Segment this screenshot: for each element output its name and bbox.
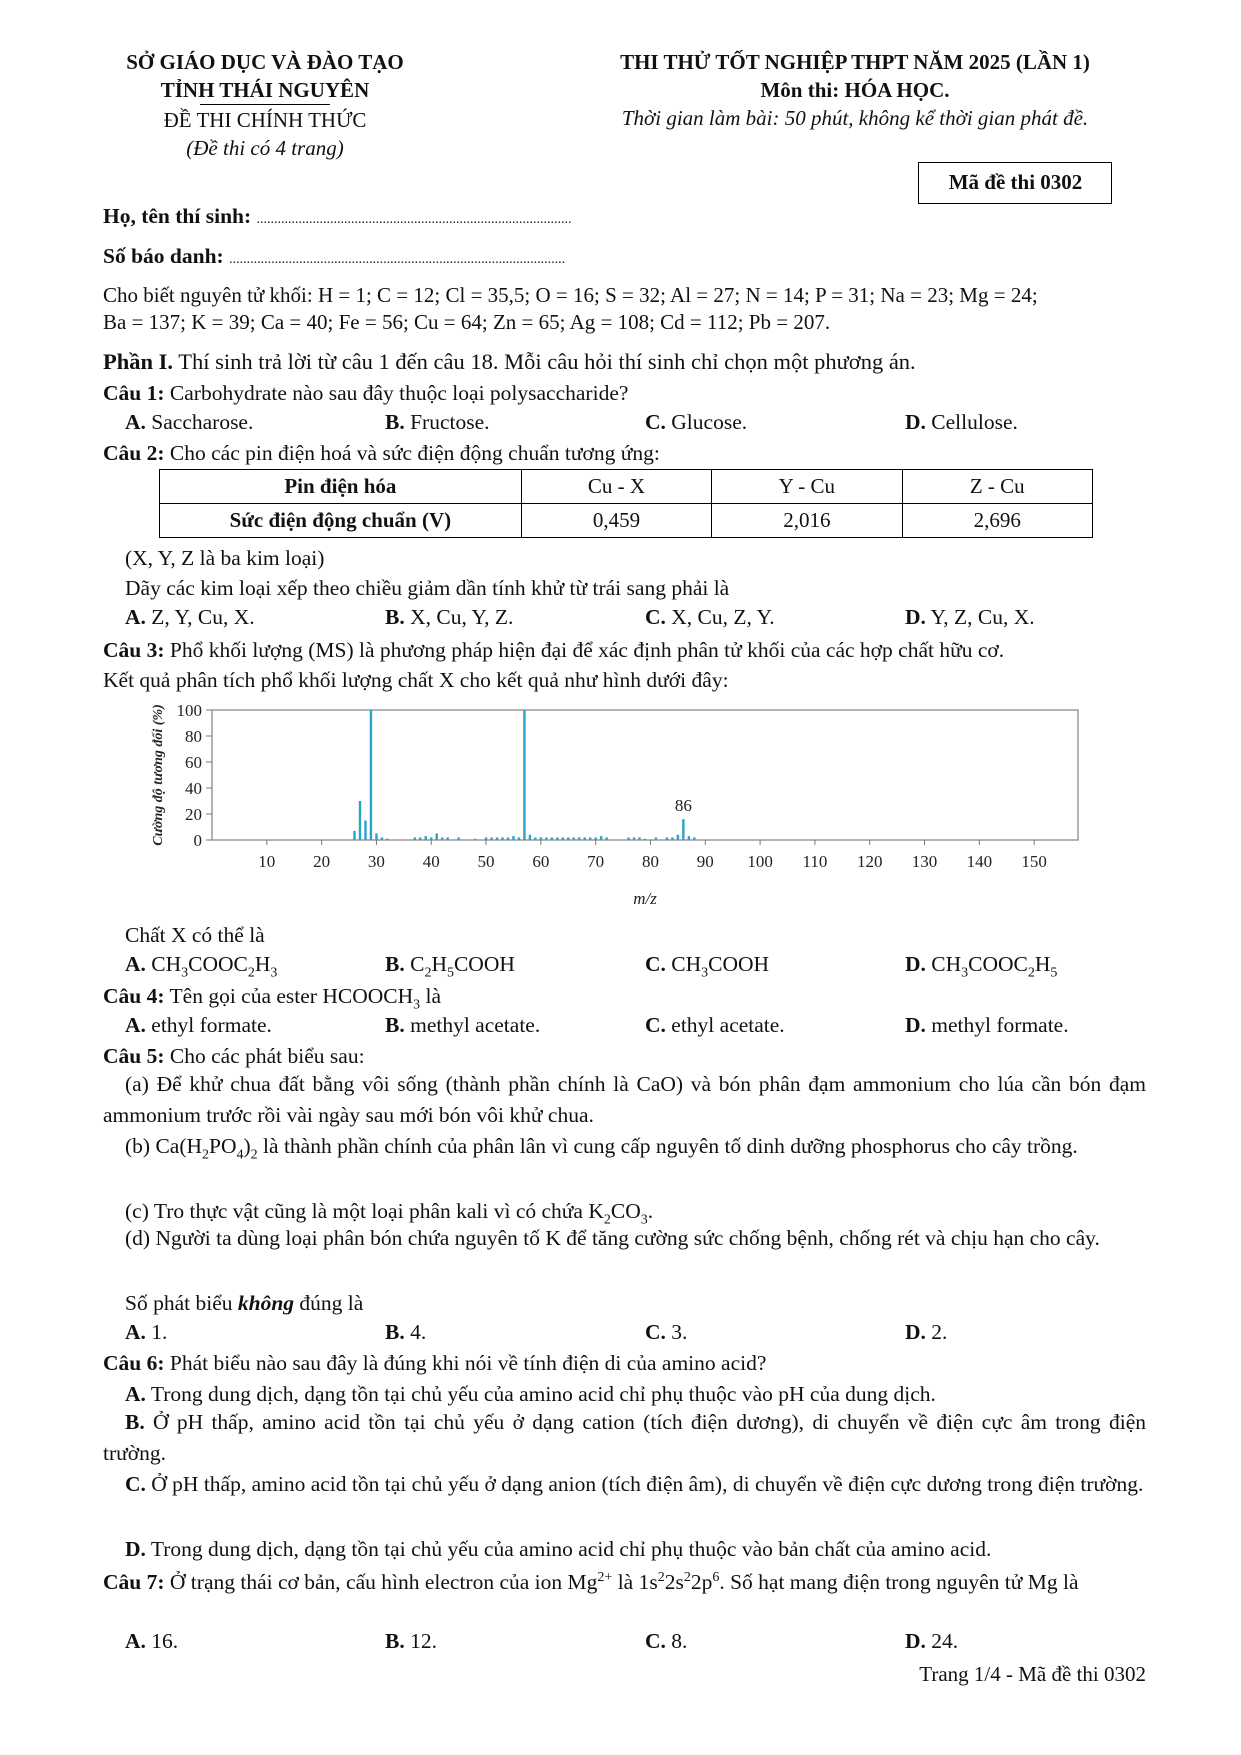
q6-option-c[interactable]: C. Ở pH thấp, amino acid tồn tại chủ yếu ở dạng anion (tích điện âm), di chuyển về điện cực dương trong điện trường. <box>125 1472 1144 1496</box>
q2-text: Cho các pin điện hoá và sức điện động chuẩn tương ứng: <box>164 441 660 465</box>
candidate-id-dots: ................................................................................................ <box>229 252 566 267</box>
q2-option-b[interactable]: B. X, Cu, Y, Z. <box>385 605 514 629</box>
q7-stem: Câu 7: Ở trạng thái cơ bản, cấu hình electron của ion $Mg^{2+}$ là $1s^22s^22p^6$. Số hạt mang điện trong nguyên tử Mg là <box>103 1570 1079 1595</box>
q3-question: Chất X có thể là <box>125 923 265 947</box>
emf-table-cell: Sức điện động chuẩn (V) <box>160 504 522 538</box>
q3-option-a[interactable]: A. $CH_3COOC_2H_3$ <box>125 952 278 981</box>
q4-option-a[interactable]: A. ethyl formate. <box>125 1013 272 1037</box>
q2-option-c[interactable]: C. X, Cu, Z, Y. <box>645 605 775 629</box>
x-tick-label: 20 <box>313 852 331 871</box>
emf-table-cell: 0,459 <box>521 504 711 538</box>
plot-frame <box>212 710 1078 840</box>
q5-question: Số phát biểu không đúng là <box>125 1291 364 1315</box>
q6-option-d[interactable]: D. Trong dung dịch, dạng tồn tại chủ yếu của amino acid chỉ phụ thuộc vào bản chất của amino acid. <box>125 1537 992 1561</box>
x-tick-label: 40 <box>422 852 440 871</box>
province-name: TỈNH THÁI NGUYÊN <box>160 78 370 102</box>
q2-option-d[interactable]: D. Y, Z, Cu, X. <box>905 605 1035 629</box>
x-tick-label: 30 <box>367 852 385 871</box>
q5-option-a[interactable]: A. 1. <box>125 1320 168 1344</box>
y-tick-label: 80 <box>185 727 202 746</box>
q4-option-c[interactable]: C. ethyl acetate. <box>645 1013 785 1037</box>
page-count-note: (Đề thi có 4 trang) <box>186 136 344 160</box>
exam-title: THI THỬ TỐT NGHIỆP THPT NĂM 2025 (LẦN 1) <box>620 50 1090 74</box>
q5-statement-c: (c) Tro thực vật cũng là một loại phân kali vì có chứa $K_2CO_3$. <box>125 1199 654 1228</box>
q3-stem-2: Kết quả phân tích phổ khối lượng chất X cho kết quả như hình dưới đây: <box>103 668 729 692</box>
x-tick-label: 70 <box>587 852 605 871</box>
part1-text: Thí sinh trả lời từ câu 1 đến câu 18. Mỗi câu hỏi thí sinh chỉ chọn một phương án. <box>173 349 916 374</box>
y-tick-label: 60 <box>185 753 202 772</box>
q7-option-d[interactable]: D. 24. <box>905 1629 959 1653</box>
q7-option-b[interactable]: B. 12. <box>385 1629 437 1653</box>
q3-stem <box>103 637 1004 663</box>
q5-option-c[interactable]: C. 3. <box>645 1320 688 1344</box>
emf-table-cell: Z - Cu <box>902 470 1092 504</box>
atomic-mass-line1: Cho biết nguyên tử khối: H = 1; C = 12; Cl = 35,5; O = 16; S = 32; Al = 27; N = 14; P = 31; Na = 23; Mg = 24; <box>103 283 1038 307</box>
q2-stem <box>103 440 660 466</box>
emf-table-row-header <box>160 470 1093 504</box>
x-tick-label: 10 <box>258 852 276 871</box>
q5-statement-a: (a) Để khử chua đất bằng vôi sống (thành phần chính là CaO) và bón phân đạm ammonium cho lúa cần bón đạm ammonium trước rồi vài ngày sau mới bón vôi khử chua. <box>103 1072 1146 1127</box>
header-underline <box>200 104 330 105</box>
q7-label: Câu 7: <box>103 1570 165 1595</box>
q1-option-b[interactable]: B. Fructose. <box>385 410 490 434</box>
part1-label: Phần I. <box>103 349 174 374</box>
candidate-id-field[interactable] <box>103 243 565 273</box>
q3-label: Câu 3: <box>103 638 165 662</box>
x-tick-label: 50 <box>477 852 495 871</box>
candidate-id-label: Số báo danh: <box>103 244 224 268</box>
page-footer: Trang 1/4 - Mã đề thi 0302 <box>919 1662 1146 1686</box>
q2-question: Dãy các kim loại xếp theo chiều giảm dần tính khử từ trái sang phải là <box>125 576 730 600</box>
emf-table-cell: Y - Cu <box>712 470 902 504</box>
x-tick-label: 90 <box>696 852 714 871</box>
q5-statement-b: (b) $Ca(H_2PO_4)_2$ là thành phần chính của phân lân vì cung cấp nguyên tố dinh dưỡng phosphorus cho cây trồng. <box>125 1134 1078 1163</box>
q3-option-c[interactable]: C. $CH_3COOH$ <box>645 952 770 981</box>
q3-text: Phổ khối lượng (MS) là phương pháp hiện đại để xác định phân tử khối của các hợp chất hữu cơ. <box>164 638 1005 662</box>
x-tick-label: 120 <box>856 852 883 871</box>
q6-option-b[interactable]: B. Ở pH thấp, amino acid tồn tại chủ yếu ở dạng cation (tích điện dương), di chuyển về điện cực âm trong điện trường. <box>103 1410 1146 1465</box>
department-name: SỞ GIÁO DỤC VÀ ĐÀO TẠO <box>126 50 404 74</box>
duration-note: Thời gian làm bài: 50 phút, không kể thời gian phát đề. <box>621 106 1089 130</box>
q2-option-a[interactable]: A. Z, Y, Cu, X. <box>125 605 255 629</box>
q2-label: Câu 2: <box>103 441 165 465</box>
q1-option-a[interactable]: A. Saccharose. <box>125 410 254 434</box>
q1-label: Câu 1: <box>103 381 165 405</box>
q7-option-c[interactable]: C. 8. <box>645 1629 688 1653</box>
x-tick-label: 80 <box>641 852 659 871</box>
peak-annotation-86: 86 <box>674 796 692 816</box>
q4-option-b[interactable]: B. methyl acetate. <box>385 1013 541 1037</box>
q1-stem <box>103 380 628 406</box>
official-exam-label: ĐỀ THI CHÍNH THỨC <box>163 108 367 132</box>
q5-stem: Câu 5: Cho các phát biểu sau: <box>103 1044 365 1068</box>
y-tick-label: 20 <box>185 805 202 824</box>
y-tick-label: 40 <box>185 779 202 798</box>
x-tick-label: 100 <box>747 852 773 871</box>
q4-option-d[interactable]: D. methyl formate. <box>905 1013 1069 1037</box>
q1-text: Carbohydrate nào sau đây thuộc loại polysaccharide? <box>164 381 629 405</box>
x-tick-label: 110 <box>802 852 828 871</box>
x-tick-label: 140 <box>966 852 993 871</box>
part1-instruction <box>103 349 916 375</box>
emf-table-cell: Pin điện hóa <box>160 470 522 504</box>
q5-option-d[interactable]: D. 2. <box>905 1320 948 1344</box>
q6-label: Câu 6: <box>103 1351 165 1375</box>
emf-table-row-values <box>160 504 1093 538</box>
q3-option-d[interactable]: D. $CH_3COOC_2H_5$ <box>905 952 1058 981</box>
emf-table-cell: Cu - X <box>521 470 711 504</box>
q4-stem: Câu 4: Tên gọi của ester $HCOOCH_3$ là <box>103 984 442 1013</box>
emf-table-cell: 2,696 <box>902 504 1092 538</box>
y-tick-label: 100 <box>176 701 202 720</box>
subject-title: Môn thi: HÓA HỌC. <box>760 78 950 102</box>
x-tick-label: 60 <box>532 852 550 871</box>
x-tick-label: 130 <box>911 852 938 871</box>
q1-option-c[interactable]: C. Glucose. <box>645 410 748 434</box>
mass-spectrum-plot <box>151 701 1078 908</box>
q1-option-d[interactable]: D. Cellulose. <box>905 410 1018 434</box>
q3-option-b[interactable]: B. $C_2H_5COOH$ <box>385 952 515 981</box>
atomic-mass-line2: Ba = 137; K = 39; Ca = 40; Fe = 56; Cu = 64; Zn = 65; Ag = 108; Cd = 112; Pb = 207. <box>103 310 831 334</box>
q6-option-a[interactable]: A. Trong dung dịch, dạng tồn tại chủ yếu của amino acid chỉ phụ thuộc vào pH của dung dịch. <box>125 1382 936 1406</box>
x-axis-label: m/z <box>633 889 657 908</box>
emf-table <box>159 469 1093 538</box>
q4-label: Câu 4: <box>103 984 165 1008</box>
candidate-name-field[interactable] <box>103 203 572 233</box>
q5-label: Câu 5: <box>103 1044 165 1068</box>
y-tick-label: 0 <box>193 831 202 850</box>
candidate-name-label: Họ, tên thí sinh: <box>103 204 252 228</box>
q7-option-a[interactable]: A. 16. <box>125 1629 179 1653</box>
y-axis-label: Cường độ tương đối (%) <box>151 704 166 846</box>
exam-code: Mã đề thi 0302 <box>948 170 1083 194</box>
q5-statement-d: (d) Người ta dùng loại phân bón chứa nguyên tố K để tăng cường sức chống bệnh, chống rét và chịu hạn cho cây. <box>125 1226 1100 1250</box>
mass-spectrum-chart <box>150 700 1100 920</box>
q2-note: (X, Y, Z là ba kim loại) <box>125 546 325 570</box>
q6-stem: Câu 6: Phát biểu nào sau đây là đúng khi nói về tính điện di của amino acid? <box>103 1351 767 1375</box>
q5-option-b[interactable]: B. 4. <box>385 1320 427 1344</box>
candidate-name-dots: .......................................................................................... <box>256 212 572 227</box>
x-tick-label: 150 <box>1021 852 1047 871</box>
emf-table-cell: 2,016 <box>712 504 902 538</box>
